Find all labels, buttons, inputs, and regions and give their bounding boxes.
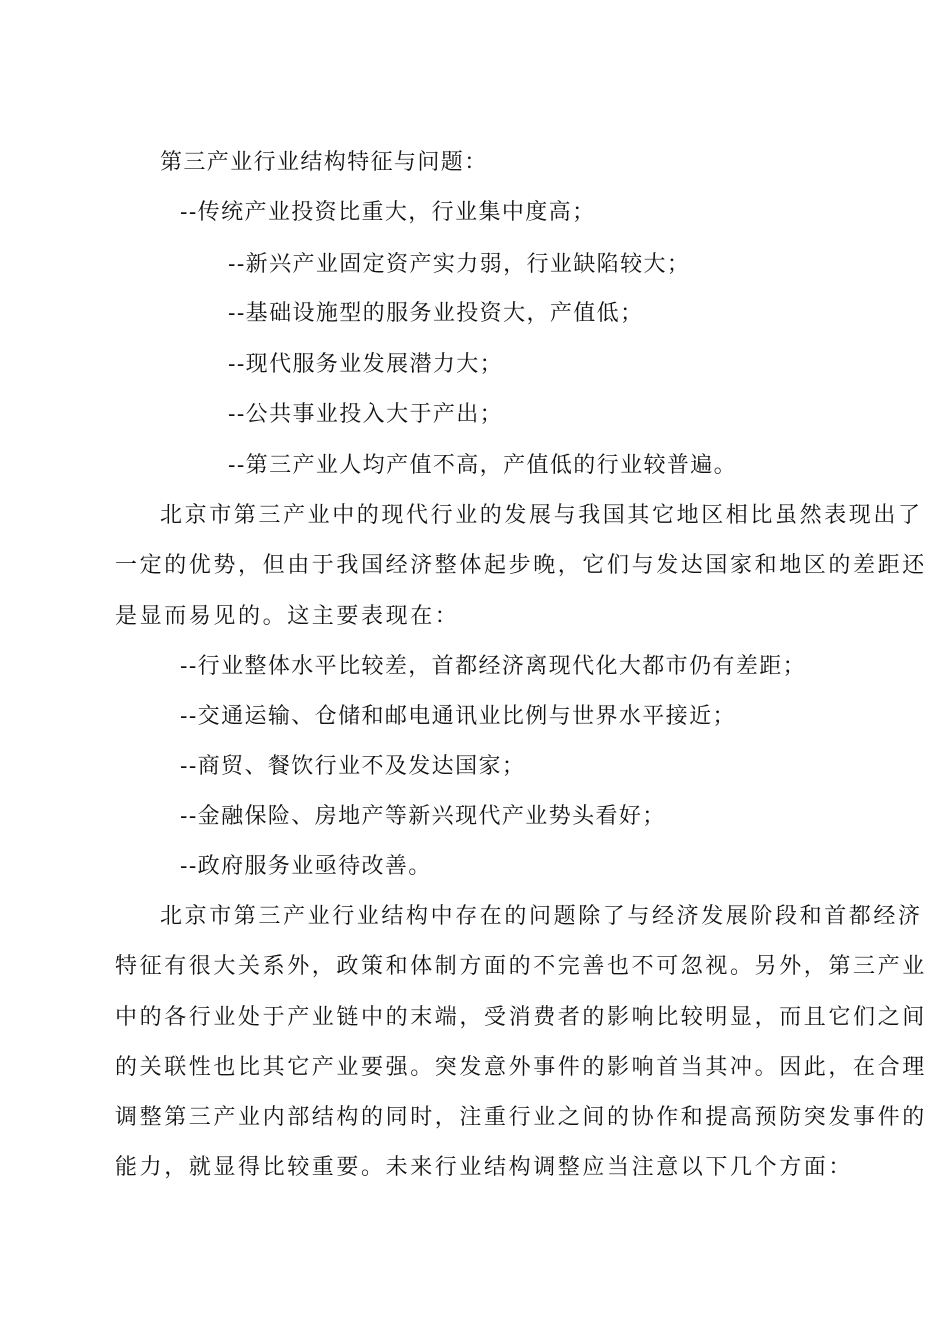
feature-item: --新兴产业固定资产实力弱，行业缺陷较大；	[228, 252, 691, 277]
feature-item: --第三产业人均产值不高，产值低的行业较普遍。	[228, 453, 738, 478]
gap-item: --商贸、餐饮行业不及发达国家；	[180, 754, 526, 779]
paragraph-line: 是显而易见的。这主要表现在：	[115, 604, 460, 629]
gap-item: --行业整体水平比较差，首都经济离现代化大都市仍有差距；	[180, 654, 807, 679]
feature-item: --现代服务业发展潜力大；	[228, 352, 504, 377]
feature-item: --基础设施型的服务业投资大，产值低；	[228, 301, 644, 326]
paragraph-line: 能力，就显得比较重要。未来行业结构调整应当注意以下几个方面：	[115, 1155, 854, 1180]
feature-item: --传统产业投资比重大，行业集中度高；	[180, 200, 596, 225]
paragraph-line: 的关联性也比其它产业要强。突发意外事件的影响首当其冲。因此，在合理	[115, 1055, 927, 1080]
paragraph-line: 一定的优势，但由于我国经济整体起步晚，它们与发达国家和地区的差距还	[115, 553, 927, 578]
feature-item: --公共事业投入大于产出；	[228, 402, 504, 427]
paragraph-line: 中的各行业处于产业链中的末端，受消费者的影响比较明显，而且它们之间	[115, 1005, 927, 1030]
gap-item: --政府服务业亟待改善。	[180, 854, 432, 879]
paragraph-line: 北京市第三产业行业结构中存在的问题除了与经济发展阶段和首都经济	[160, 904, 923, 929]
section-heading: 第三产业行业结构特征与问题：	[160, 150, 488, 175]
gap-item: --交通运输、仓储和邮电通讯业比例与世界水平接近；	[180, 704, 736, 729]
gap-item: --金融保险、房地产等新兴现代产业势头看好；	[180, 804, 666, 829]
paragraph-line: 调整第三产业内部结构的同时，注重行业之间的协作和提高预防突发事件的	[115, 1105, 927, 1130]
paragraph-line: 特征有很大关系外，政策和体制方面的不完善也不可忽视。另外，第三产业	[115, 954, 927, 979]
paragraph-line: 北京市第三产业中的现代行业的发展与我国其它地区相比虽然表现出了	[160, 503, 923, 528]
